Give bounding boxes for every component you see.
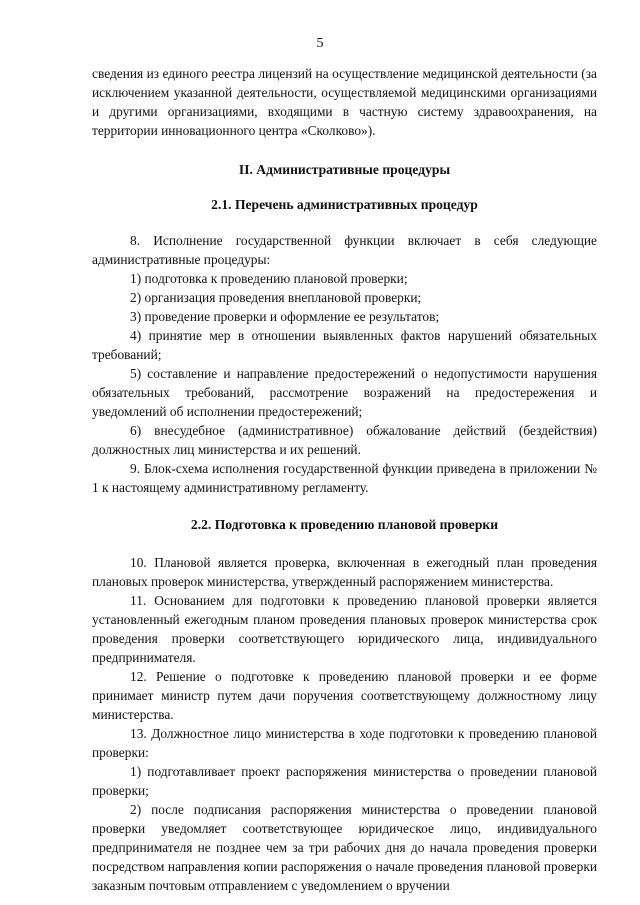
document-body [92, 64, 597, 895]
intro-paragraph: сведения из единого реестра лицензий на осуществление медицинской деятельности (за исключением указанной деятельности, осуществляемой медицинскими организациями и другими организациями, входящими в частную систему здравоохранения, на территории инновационного центра «Сколково»). [92, 66, 597, 138]
paragraph-13-item-1: 1) подготавливает проект распоряжения министерства о проведении плановой проверки; [92, 764, 597, 798]
paragraph-11: 11. Основанием для подготовки к проведению плановой проверки является установленный ежегодным планом проведения плановых проверок министерства срок проведения проверки соответствующего юридического лица, индивидуального предпринимателя. [92, 593, 597, 665]
list-item-5: 5) составление и направление предостережений о недопустимости нарушения обязательных требований, рассмотрение возражений на предостережения и уведомлений об исполнении предостережений; [92, 366, 597, 419]
paragraph-8: 8. Исполнение государственной функции включает в себя следующие административные процедуры: [92, 233, 597, 267]
paragraph-13-item-2: 2) после подписания распоряжения министерства о проведении плановой проверки уведомляет соответствующее юридическое лицо, индивидуального предпринимателя не позднее чем за три рабочих дня до начала проведения проверки посредством направления копии распоряжения о начале проведения плановой проверки заказным почтовым отправлением с уведомлением о вручении [92, 802, 597, 893]
subsection-2-title: 2.2. Подготовка к проведению плановой проверки [190, 517, 499, 532]
section-title: II. Административные процедуры [238, 162, 451, 177]
list-item-6: 6) внесудебное (административное) обжалование действий (бездействия) должностных лиц министерства и их решений. [92, 423, 597, 457]
list-item-2: 2) организация проведения внеплановой проверки; [130, 290, 422, 305]
page-number: 5 [316, 36, 324, 51]
list-item-1: 1) подготовка к проведению плановой проверки; [130, 271, 408, 286]
list-item-3: 3) проведение проверки и оформление ее результатов; [130, 309, 440, 324]
paragraph-10: 10. Плановой является проверка, включенная в ежегодный план проведения плановых проверок министерства, утвержденный распоряжением министерства. [92, 555, 597, 589]
paragraph-12: 12. Решение о подготовке к проведению плановой проверки и ее форме принимает министр путем дачи поручения соответствующему должностному лицу министерства. [92, 669, 597, 722]
list-item-4: 4) принятие мер в отношении выявленных фактов нарушений обязательных требований; [92, 328, 597, 362]
paragraph-9: 9. Блок-схема исполнения государственной функции приведена в приложении № 1 к настоящему административному регламенту. [92, 461, 597, 495]
subsection-1-title: 2.1. Перечень административных процедур [211, 197, 478, 212]
paragraph-13: 13. Должностное лицо министерства в ходе подготовки к проведению плановой проверки: [92, 726, 597, 760]
